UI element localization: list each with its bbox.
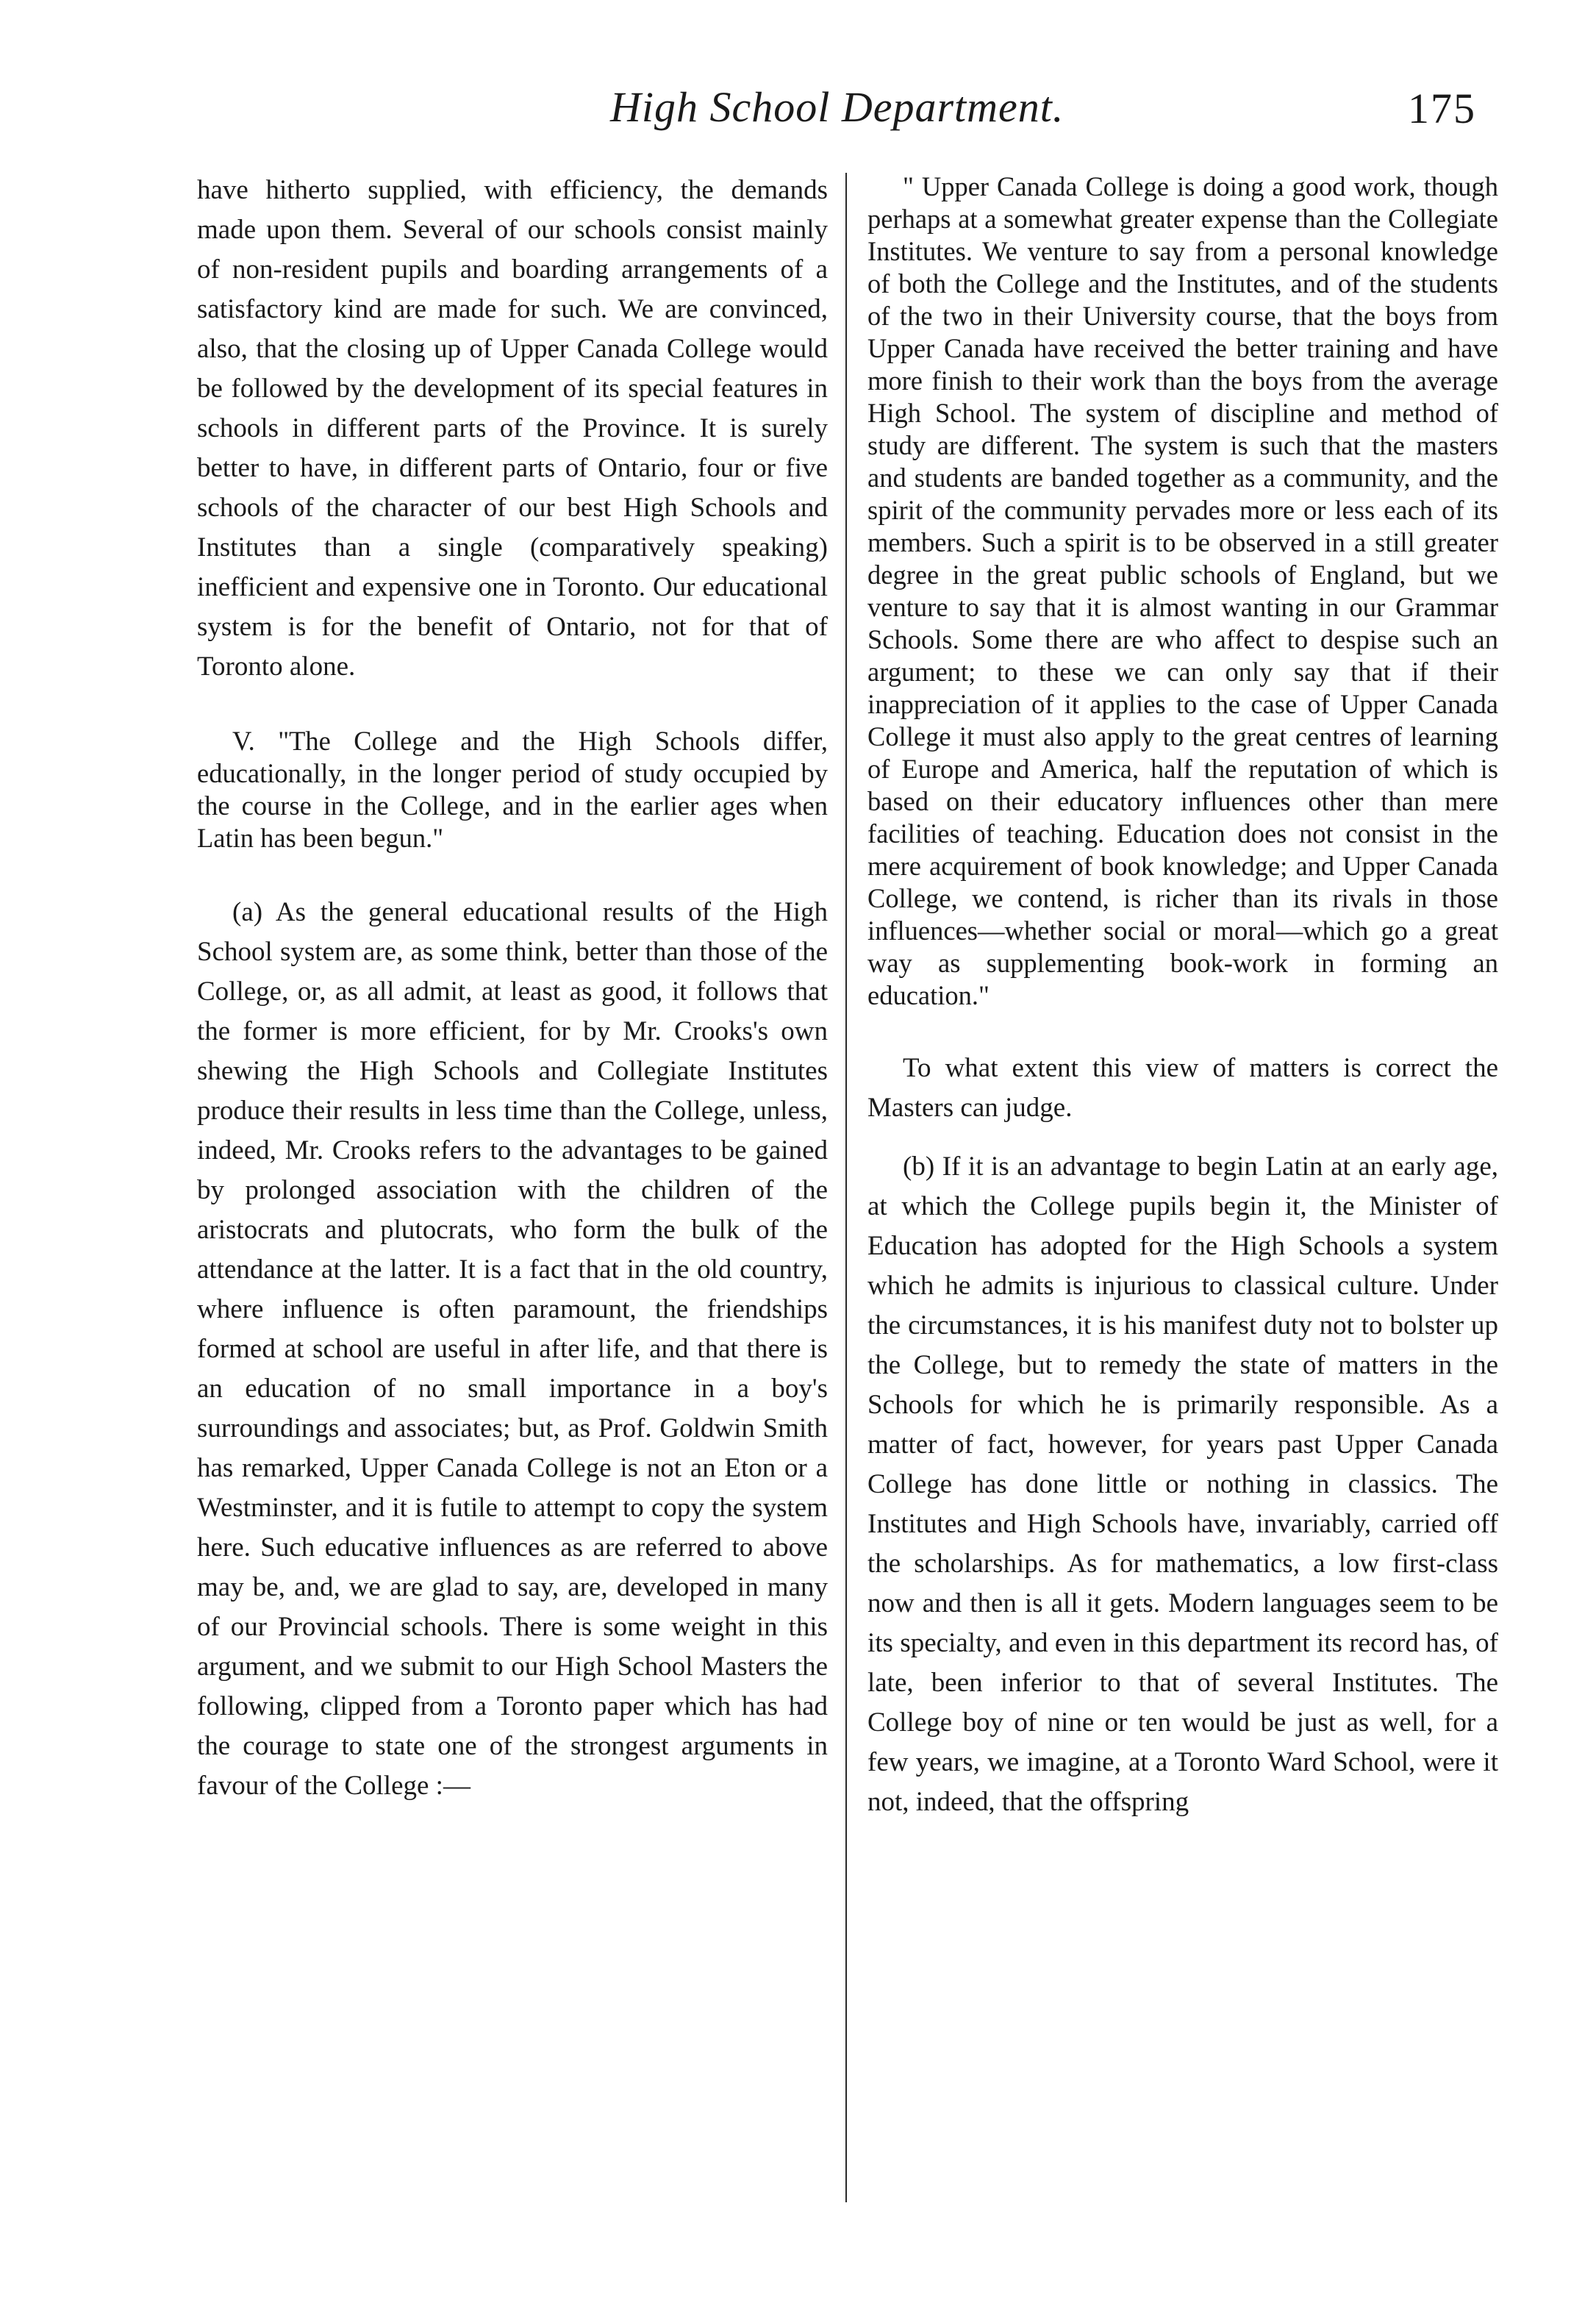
left-column bbox=[197, 171, 828, 1844]
paragraph-masters-judge: To what extent this view of matters is correct the Masters can judge. bbox=[867, 1053, 1498, 1123]
paragraph-continuation: have hitherto supplied, with efficiency, the demands made upon them. Several of our schools consist mainly of non-resident pupils and boarding arrangements of a satisfactory kind are made for such. We are convinced, also, that the closing up of Upper Canada College would be followed by the development of its special features in schools in different parts of the Province. It is surely better to have, in different parts of Ontario, four or five schools of the character of our best High Schools and Institutes than a single (comparatively speaking) inefficient and expensive one in Toronto. Our educational system is for the benefit of Ontario, not for that of Toronto alone. bbox=[197, 175, 828, 682]
paragraph-point-b: (b) If it is an advantage to begin Latin at an early age, at which the College pupils begin it, the Minister of Education has adopted for the High Schools a system which he admits is injurious to classical culture. Under the circumstances, it is his manifest duty not to bolster up the College, but to remedy the state of matters in the Schools for which he is primarily responsible. As a matter of fact, however, for years past Upper Canada College has done little or nothing in classics. The Institutes and High Schools have, invariably, carried off the scholarships. As for mathematics, a low first-class now and then is all it gets. Modern languages seem to be its specialty, and even in this department its record has, of late, been inferior to that of several Institutes. The College boy of nine or ten would be just as well, for a few years, we imagine, at a Toronto Ward School, were it not, indeed, that the offspring bbox=[867, 1152, 1498, 1817]
page-number: 175 bbox=[1408, 85, 1476, 132]
paragraph-point-a: (a) As the general educational results of the High School system are, as some think, better than those of the College, or, as all admit, at least as good, it follows that the former is more efficient, for by Mr. Crooks's own shewing the High Schools and Collegiate Institutes produce their results in less time than the College, unless, indeed, Mr. Crooks refers to the advantages to be gained by prolonged association with the children of the aristocrats and plutocrats, who form the bulk of the attendance at the latter. It is a fact that in the old country, where influence is often paramount, the friendships formed at school are useful in after life, and that there is an education of no small importance in a boy's surroundings and associates; but, as Prof. Goldwin Smith has remarked, Upper Canada College is not an Eton or a Westminster, and it is futile to attempt to copy the system here. Such educative influences as are referred to above may be, and, we are glad to say, are, developed in many of our Provincial schools. There is some weight in this argument, and we submit to our High School Masters the following, clipped from a Toronto paper which has had the courage to state one of the strongest arguments in favour of the College :— bbox=[197, 897, 828, 1801]
right-column bbox=[867, 171, 1498, 1860]
paragraph-quoted-point-v: V. "The College and the High Schools differ, educationally, in the longer period of study occupied by the course in the College, and in the earlier ages when Latin has been begun." bbox=[197, 726, 828, 853]
running-title: High School Department. bbox=[610, 83, 1064, 131]
page-header bbox=[0, 82, 1596, 149]
paragraph-newspaper-quote: " Upper Canada College is doing a good work, though perhaps at a somewhat greater expense than the Collegiate Institutes. We venture to say from a personal knowledge of both the College and the Institutes, and of the students of the two in their University course, that the boys from Upper Canada have received the better training and have more finish to their work than the boys from the average High School. The system of discipline and method of study are different. The system is such that the masters and students are banded together as a community, and the spirit of the community pervades more or less each of its members. Such a spirit is to be observed in a still greater degree in the great public schools of England, but we venture to say that it is almost wanting in our Grammar Schools. Some there are who affect to despise such an argument; to these we can only say that if their inappreciation of it applies to the case of Upper Canada College it must also apply to the great centres of learning of Europe and America, half the reputation of which is based on their educatory influences other than mere facilities of teaching. Education does not consist in the mere acquirement of book knowledge; and Upper Canada College, we contend, is richer than its rivals in those influences—whether social or moral—which go a great way as supplementing book-work in forming an education." bbox=[867, 171, 1498, 1010]
column-divider bbox=[845, 173, 847, 2202]
